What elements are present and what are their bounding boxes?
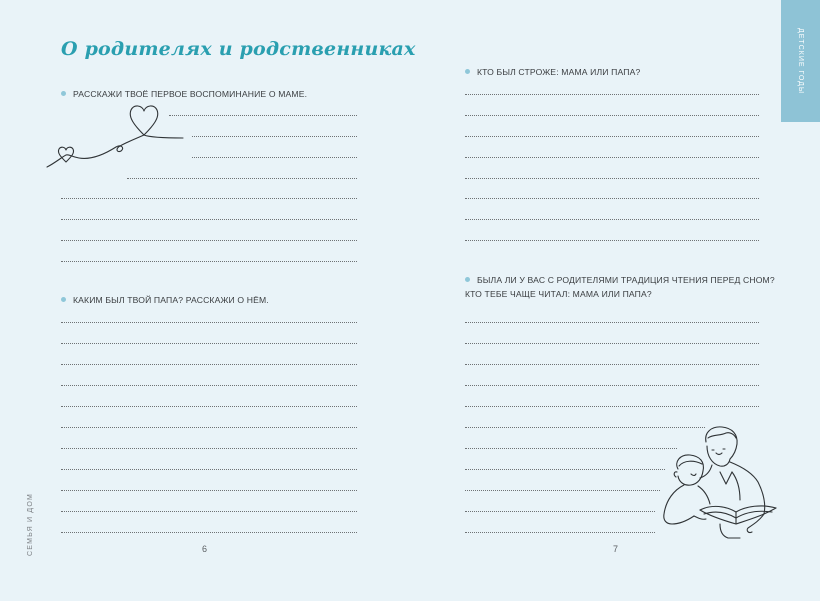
answer-line	[61, 427, 357, 428]
answer-line	[465, 219, 759, 220]
answer-line	[61, 448, 357, 449]
answer-line	[192, 157, 357, 158]
bullet-icon	[465, 69, 470, 74]
question-first-memory-mom: РАССКАЖИ ТВОЁ ПЕРВОЕ ВОСПОМИНАНИЕ О МАМЕ.	[73, 87, 307, 101]
question-about-dad: КАКИМ БЫЛ ТВОЙ ПАПА? РАССКАЖИ О НЁМ.	[73, 293, 269, 307]
answer-line	[61, 511, 357, 512]
answer-line	[61, 240, 357, 241]
question-bedtime-reading: БЫЛА ЛИ У ВАС С РОДИТЕЛЯМИ ТРАДИЦИЯ ЧТЕНИЯ ПЕРЕД СНОМ? КТО ТЕБЕ ЧАЩЕ ЧИТАЛ: МАМА ИЛИ ПАПА?	[465, 275, 775, 299]
answer-line	[465, 136, 759, 137]
answer-line	[465, 490, 660, 491]
answer-line	[61, 343, 357, 344]
answer-line	[61, 261, 357, 262]
bullet-icon	[61, 91, 66, 96]
answer-line	[465, 94, 759, 95]
page-title: О родителях и родственниках	[61, 38, 416, 60]
answer-line	[465, 448, 677, 449]
answer-line	[465, 532, 655, 533]
bullet-icon	[61, 297, 66, 302]
page-number-left: 6	[202, 544, 208, 554]
answer-line	[465, 364, 759, 365]
answer-line	[61, 219, 357, 220]
answer-line	[127, 178, 357, 179]
answer-line	[465, 198, 759, 199]
answer-line	[465, 343, 759, 344]
answer-line	[61, 198, 357, 199]
answer-line	[465, 322, 759, 323]
father-reading-to-son-icon	[660, 424, 780, 544]
answer-line	[61, 406, 357, 407]
answer-line	[61, 469, 357, 470]
answer-line	[61, 490, 357, 491]
answer-line	[61, 364, 357, 365]
chapter-tab: ДЕТСКИЕ ГОДЫ	[781, 0, 820, 122]
section-footer: СЕМЬЯ И ДОМ	[26, 493, 34, 557]
answer-line	[465, 115, 759, 116]
answer-line	[465, 178, 759, 179]
question-who-was-stricter: КТО БЫЛ СТРОЖЕ: МАМА ИЛИ ПАПА?	[477, 65, 640, 79]
answer-line	[61, 322, 357, 323]
answer-line	[465, 385, 759, 386]
answer-line	[465, 511, 655, 512]
page-number-right: 7	[613, 544, 619, 554]
answer-line	[61, 385, 357, 386]
answer-line	[465, 240, 759, 241]
bullet-icon	[465, 277, 470, 282]
answer-line	[465, 469, 665, 470]
answer-line	[465, 157, 759, 158]
answer-line	[61, 532, 357, 533]
heart-doodle-icon	[45, 103, 185, 173]
answer-line	[169, 115, 357, 116]
answer-line	[465, 406, 759, 407]
answer-line	[192, 136, 357, 137]
